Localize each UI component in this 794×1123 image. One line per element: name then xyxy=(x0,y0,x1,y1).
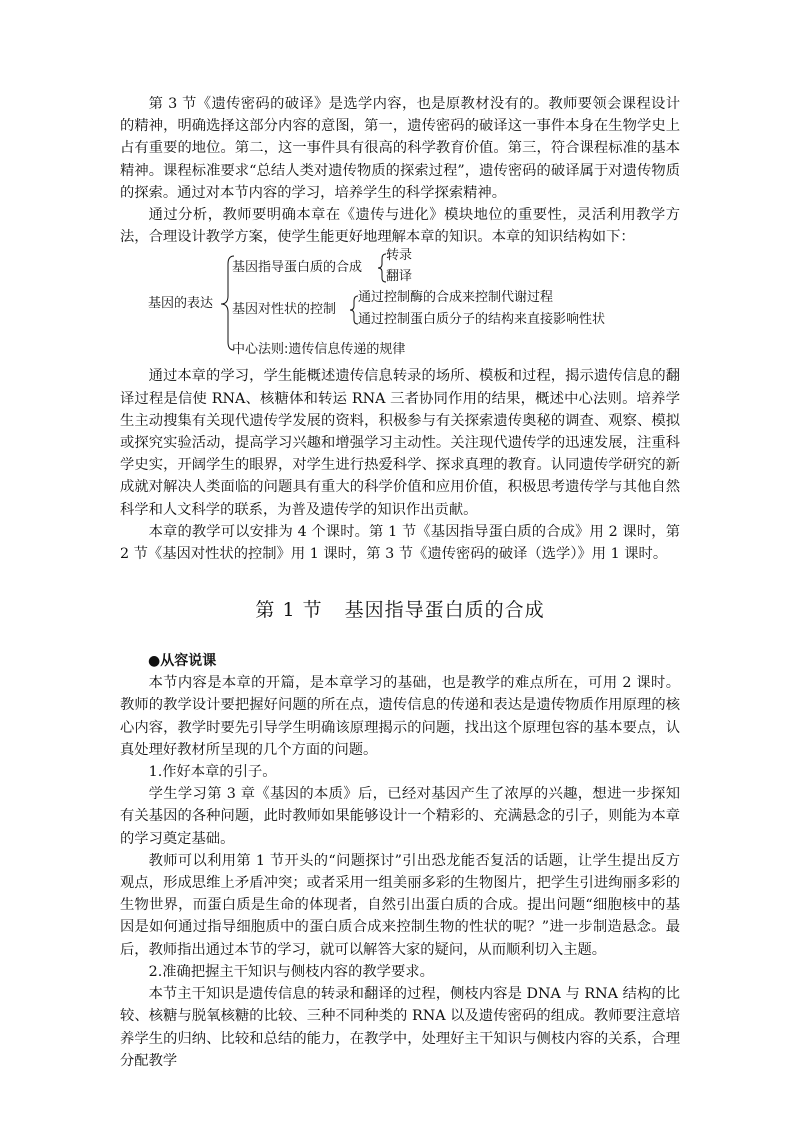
lesson-paragraph-3: 教师可以利用第 1 节开头的“问题探讨”引出恐龙能否复活的话题，让学生提出反方观点，形成思维上矛盾冲突；或者采用一组美丽多彩的生物图片，把学生引进绚丽多彩的生物世界，而蛋白质是生命的体现者，自然引出蛋白质的合成。提出问题“细胞核中的基因是如何通过指导细胞质中的蛋白质合成来控制生物的性状的呢？”进一步制造悬念。最后，教师指出通过本节的学习，就可以解答大家的疑问，从而顺利切入主题。 xyxy=(120,852,680,958)
body-paragraph-4: 本章的教学可以安排为 4 个课时。第 1 节《基因指导蛋白质的合成》用 2 课时，第 2 节《基因对性状的控制》用 1 课时，第 3 节《遗传密码的破译（选学）》用 1 课时。 xyxy=(120,523,680,563)
lesson-item-2: 2.准确把握主干知识与侧枝内容的教学要求。 xyxy=(148,963,434,980)
knowledge-structure-diagram xyxy=(120,250,680,362)
body-paragraph-3: 通过本章的学习，学生能概述遗传信息转录的场所、模板和过程，揭示遗传信息的翻译过程是信使 RNA、核糖体和转运 RNA 三者协同作用的结果，概述中心法则。培养学生主动搜集有关现代遗传学发展的资料，积极参与有关探索遗传奥秘的调查、观察、模拟或探究实验活动，提高学习兴趣和增强学习主动性。关注现代遗传学的迅速发展，注重科学史实，开阔学生的眼界，对学生进行热爱科学、探求真理的教育。认同遗传学研究的新成就对解决人类面临的问题具有重大的科学价值和应用价值，积极思考遗传学与其他自然科学和人文科学的联系，为普及遗传学的知识作出贡献。 xyxy=(120,368,680,518)
tree-branch-2-item-2: 通过控制蛋白质分子的结构来直接影响性状 xyxy=(358,312,606,328)
tree-branch-1: 基因指导蛋白质的合成 xyxy=(232,260,363,276)
tree-branch-2-item-1: 通过控制酶的合成来控制代谢过程 xyxy=(358,290,554,306)
intro-paragraph-1: 第 3 节《遗传密码的破译》是选学内容，也是原教材没有的。教师要领会课程设计的精神，明确选择这部分内容的意图，第一，遗传密码的破译这一事件本身在生物学史上占有重要的地位。第二，这一事件具有很高的科学教育价值。第三，符合课程标准的基本精神。课程标准要求“总结人类对遗传物质的探索过程”，遗传密码的破译属于对遗传物质的探索。通过对本节内容的学习，培养学生的科学探索精神。 xyxy=(120,96,680,201)
subheading-lesson-talk: ●从容说课 xyxy=(148,653,217,670)
tree-root: 基因的表达 xyxy=(148,296,214,312)
branch1-brace xyxy=(378,254,386,282)
tree-branch-3: 中心法则:遗传信息传递的规律 xyxy=(232,342,406,358)
section-number: 第 1 节 xyxy=(255,599,323,622)
lesson-paragraph-1: 本节内容是本章的开篇，是本章学习的基础，也是教学的难点所在，可用 2 课时。教师的教学设计要把握好问题的所在点，遗传信息的传递和表达是遗传物质作用原理的核心内容，教学时要先引导学生明确该原理揭示的问题，找出这个原理包容的基本要点，认真处理好教材所呈现的几个方面的问题。 xyxy=(120,675,680,758)
tree-branch-2: 基因对性状的控制 xyxy=(232,302,337,318)
lesson-item-1: 1.作好本章的引子。 xyxy=(148,764,277,781)
tree-branch-1-item-1: 转录 xyxy=(386,248,413,264)
tree-branch-1-item-2: 翻译 xyxy=(386,269,413,285)
document-page xyxy=(120,93,680,1072)
lesson-paragraph-2: 学生学习第 3 章《基因的本质》后，已经对基因产生了浓厚的兴趣，想进一步探知有关基因的各种问题，此时教师如果能够设计一个精彩的、充满悬念的引子，则能为本章的学习奠定基础。 xyxy=(120,786,680,847)
section-heading xyxy=(120,595,680,622)
intro-paragraph-2: 通过分析，教师要明确本章在《遗传与进化》模块地位的重要性，灵活利用教学方法，合理设计教学方案，使学生能更好地理解本章的知识。本章的知识结构如下： xyxy=(120,207,680,246)
lesson-paragraph-4: 本节主干知识是遗传信息的转录和翻译的过程，侧枝内容是 DNA 与 RNA 结构的比较、核糖与脱氧核糖的比较、三种不同种类的 RNA 以及遗传密码的组成。教师要注意培养学生的归纳、比较和总结的能力，在教学中，处理好主干知识与侧枝内容的关系，合理分配教学 xyxy=(120,986,680,1069)
branch2-brace xyxy=(350,296,358,324)
section-title: 基因指导蛋白质的合成 xyxy=(344,599,545,622)
